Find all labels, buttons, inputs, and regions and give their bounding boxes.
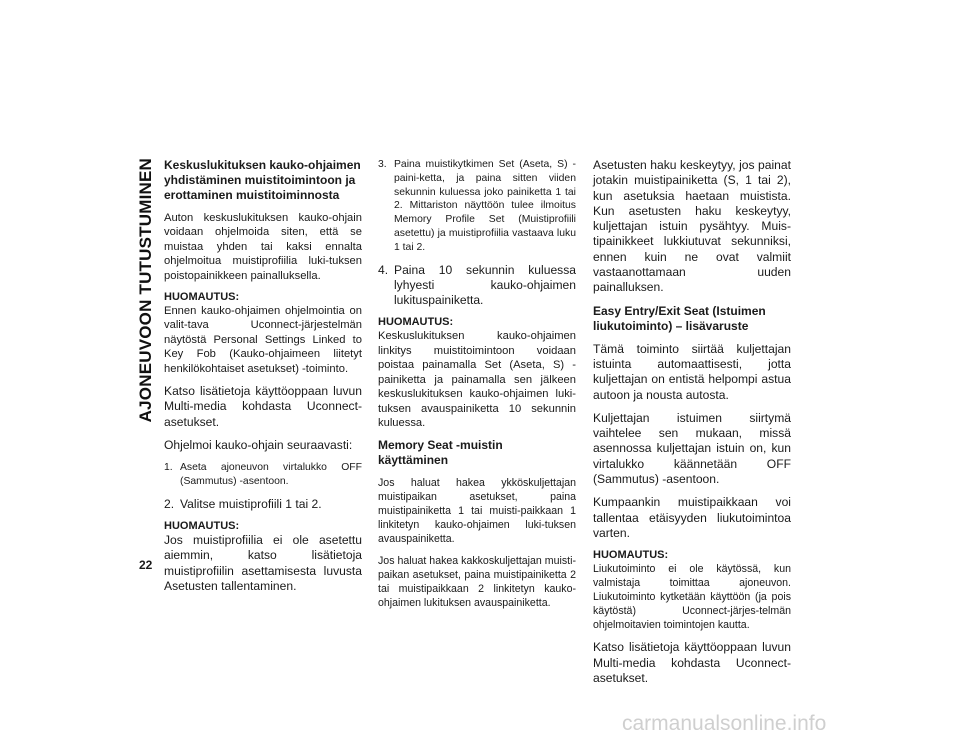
section-heading-easy-entry: Easy Entry/Exit Seat (Istuimen liukutoiminto) – lisävaruste — [593, 303, 766, 333]
steps-list — [164, 461, 362, 512]
step-number: 1. — [164, 462, 173, 474]
list-item — [378, 263, 576, 309]
note-label: HUOMAUTUS: — [593, 549, 669, 562]
column-1 — [164, 158, 362, 602]
note-label: HUOMAUTUS: — [164, 291, 240, 304]
chapter-title: AJONEUVOON TUTUSTUMINEN — [136, 158, 155, 423]
column-2 — [378, 158, 576, 618]
note-label: HUOMAUTUS: — [378, 316, 454, 329]
paragraph: Katso lisätietoja käyttöoppaan luvun Multi-media kohdasta Uconnect-asetukset. — [164, 384, 362, 429]
step-text: Paina 10 sekunnin kuluessa lyhyesti kauko-ohjaimen lukituspainiketta. — [394, 262, 576, 308]
section-heading-memory-seat: Memory Seat -muistin käyttäminen — [378, 438, 503, 468]
step-number: 4. — [378, 262, 389, 277]
paragraph: Auton keskuslukituksen kauko-ohjain voidaan ohjelmoida siten, että se muistaa yhden tai kaksi ennalta ohjelmoitua muistiprofiilia luki-tuksen poistopainikkeen painalluksella. — [164, 212, 362, 282]
paragraph: Kumpaankin muistipaikkaan voi tallentaa etäisyyden liukutoimintoa varten. — [593, 495, 791, 540]
note-text: Ennen kauko-ohjaimen ohjelmointia on valit-tava Uconnect-järjestelmän näytöstä Personal Settings Linked to Key Fob (Kauko-ohjaimeen liitetyt henkilökohtaiset asetukset) -toiminto. — [164, 305, 362, 375]
paragraph: Asetusten haku keskeytyy, jos painat jotakin muistipainiketta (S, 1 tai 2), kun asetuksia haetaan muistista. Kun asetusten haku keskeytyy, kuljettajan istuin pysähtyy. Muis-tipainikkeet lukkiutuvat sekunniksi, ennen kuin ne ovat valmiit vastaanottamaan uuden painalluksen. — [593, 158, 791, 295]
paragraph: Kuljettajan istuimen siirtymä vaihtelee sen mukaan, missä asennossa kuljettajan istuin on, kun virtalukko käännetään OFF (Sammutus) -asentoon. — [593, 410, 791, 487]
list-item — [164, 461, 362, 489]
note-text: Keskuslukituksen kauko-ohjaimen linkitys muistitoimintoon voidaan poistaa painamalla Set (Aseta, S) -painiketta ja painamalla sen jälkeen keskuslukituksen kauko-ohjaimen luki-tuksen avauspainiketta 10 sekunnin kuluessa. — [378, 330, 576, 429]
step-number: 2. — [164, 496, 175, 511]
list-item — [164, 497, 362, 512]
paragraph: Tämä toiminto siirtää kuljettajan istuinta automaattisesti, jotta kuljettajan on entistä helpompi astua autoon ja nousta autosta. — [593, 341, 791, 402]
column-3 — [593, 158, 791, 694]
step-number: 3. — [378, 159, 387, 170]
steps-list — [378, 158, 576, 308]
note-text: Jos muistiprofiilia ei ole asetettu aiemmin, katso lisätietoja muistiprofiilin asettamisesta luvusta Asetusten tallentaminen. — [164, 533, 362, 594]
step-text: Valitse muistiprofiili 1 tai 2. — [180, 496, 322, 511]
paragraph: Katso lisätietoja käyttöoppaan luvun Multi-media kohdasta Uconnect-asetukset. — [593, 640, 791, 685]
paragraph: Ohjelmoi kauko-ohjain seuraavasti: — [164, 437, 353, 452]
list-item — [378, 158, 576, 255]
step-text: Paina muistikytkimen Set (Aseta, S) -paini-ketta, ja paina sitten viiden sekunnin kuluessa joko painiketta 1 tai 2. Mittariston näyttöön tulee ilmoitus Memory Profile Set (Muistiprofiili asetettu) ja muistiprofiilia vastaava luku 1 tai 2. — [394, 159, 576, 253]
section-heading-key-fob-memory: Keskuslukituksen kauko-ohjaimen yhdistäminen muistitoimintoon ja erottaminen muistitoiminnosta — [164, 158, 361, 202]
paragraph: Jos haluat hakea ykköskuljettajan muistipaikan asetukset, paina muistipainiketta 1 tai muisti-paikkaan 1 linkitetyn kauko-ohjaimen luki-tuksen avauspainiketta. — [378, 477, 576, 546]
chapter-side-tab — [133, 158, 159, 590]
page-number: 22 — [139, 558, 153, 572]
watermark: carmanualsonline.info — [622, 712, 827, 735]
paragraph: Jos haluat hakea kakkoskuljettajan muisti-paikan asetukset, paina muistipainiketta 2 tai muistipaikkaan 2 linkitetyn kauko-ohjaimen lukituksen avauspainiketta. — [378, 555, 576, 610]
note-text: Liukutoiminto ei ole käytössä, kun valmistaja toimittaa ajoneuvon. Liukutoiminto kytketään käyttöön (ja pois käytöstä) Uconnect-järjes-telmän ohjelmoitavien toimintojen kautta. — [593, 563, 791, 632]
note-label: HUOMAUTUS: — [164, 520, 240, 533]
step-text: Aseta ajoneuvon virtalukko OFF (Sammutus) -asentoon. — [180, 462, 362, 488]
